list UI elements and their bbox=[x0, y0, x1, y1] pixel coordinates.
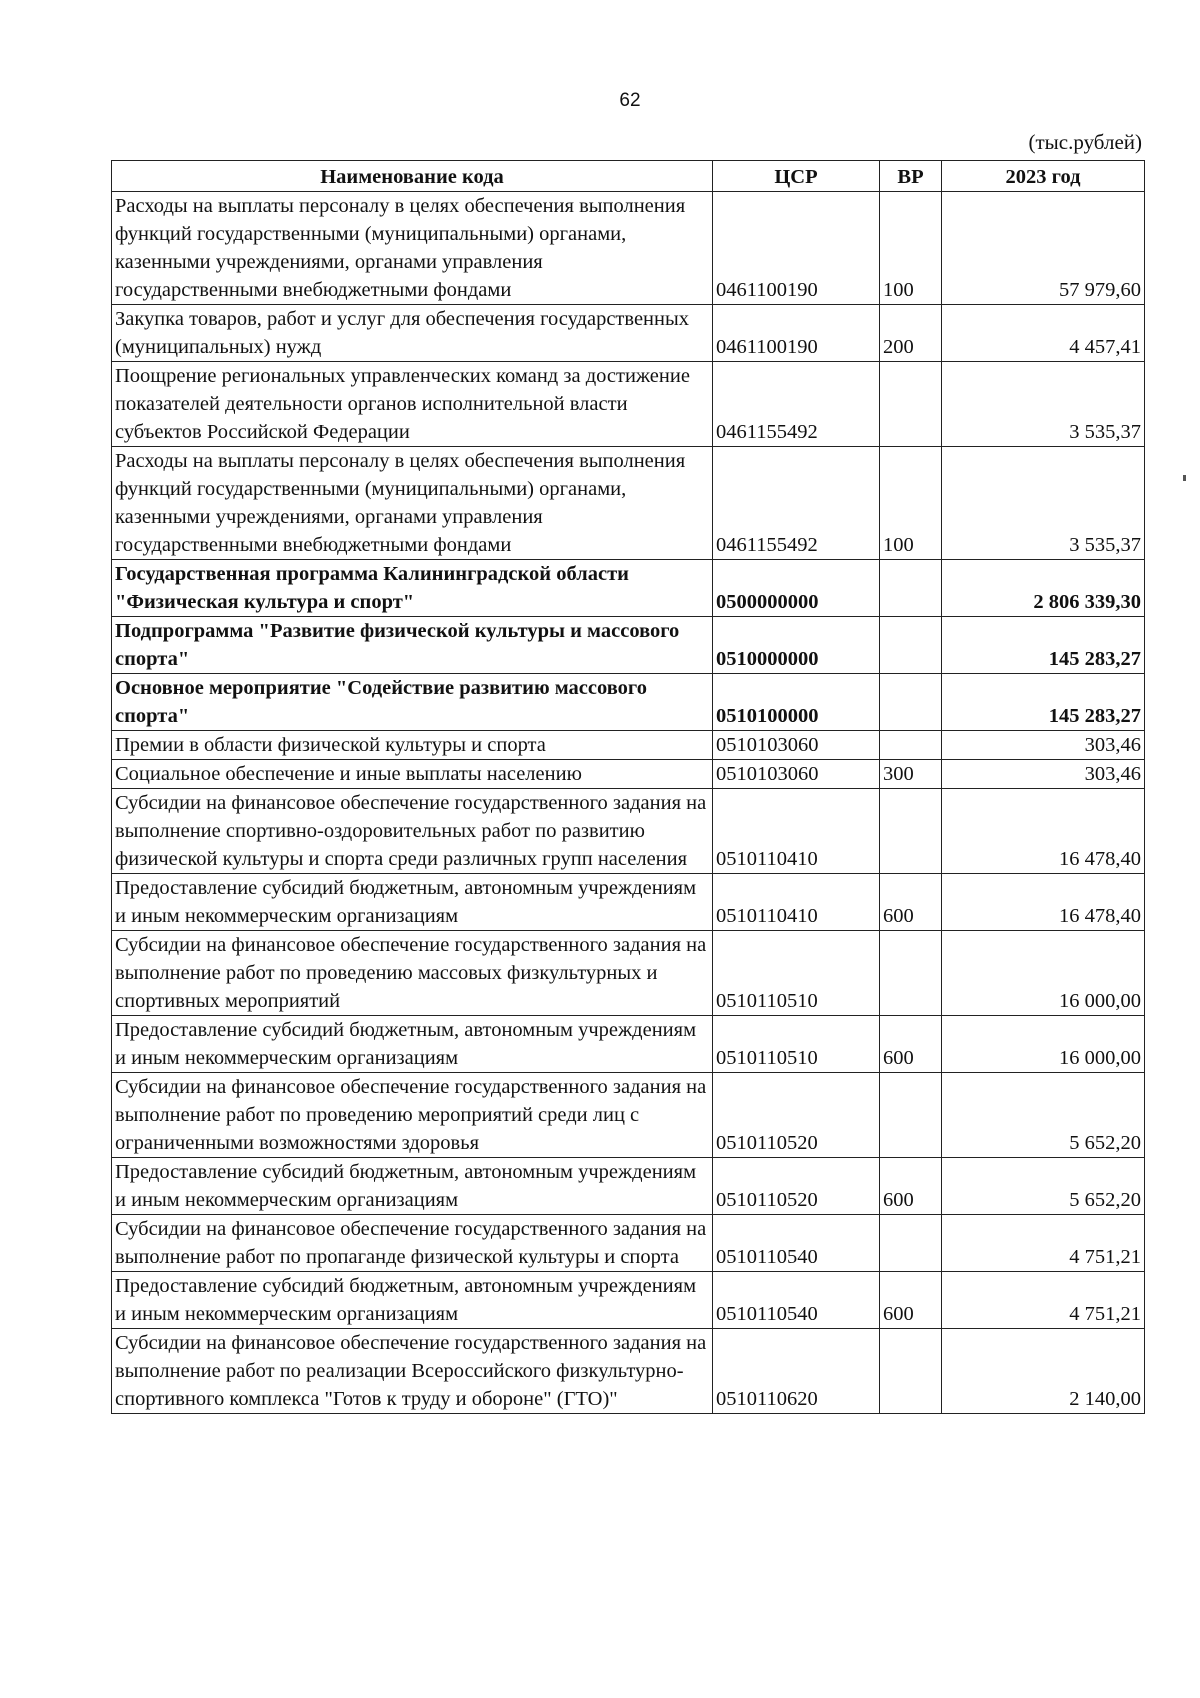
table-row bbox=[112, 362, 1145, 447]
table-row bbox=[112, 789, 1145, 874]
table-row bbox=[112, 760, 1145, 789]
scan-speck bbox=[1183, 475, 1186, 481]
table-row bbox=[112, 674, 1145, 731]
table-row bbox=[112, 447, 1145, 560]
row-csr: 0461100190 bbox=[713, 305, 880, 362]
row-sum: 4 457,41 bbox=[942, 305, 1145, 362]
table-row bbox=[112, 731, 1145, 760]
row-vr bbox=[880, 731, 942, 760]
row-name: Предоставление субсидий бюджетным, автономным учреждениям и иным некоммерческим организациям bbox=[112, 1016, 713, 1073]
row-vr: 600 bbox=[880, 1158, 942, 1215]
table-row bbox=[112, 931, 1145, 1016]
table-row bbox=[112, 1215, 1145, 1272]
row-name: Социальное обеспечение и иные выплаты населению bbox=[112, 760, 713, 789]
row-sum: 4 751,21 bbox=[942, 1215, 1145, 1272]
row-csr: 0500000000 bbox=[713, 560, 880, 617]
row-sum: 5 652,20 bbox=[942, 1158, 1145, 1215]
row-sum: 145 283,27 bbox=[942, 674, 1145, 731]
row-csr: 0510000000 bbox=[713, 617, 880, 674]
row-vr bbox=[880, 1215, 942, 1272]
table-row bbox=[112, 1158, 1145, 1215]
row-csr: 0510110510 bbox=[713, 1016, 880, 1073]
row-name: Субсидии на финансовое обеспечение государственного задания на выполнение работ по пропаганде физической культуры и спорта bbox=[112, 1215, 713, 1272]
row-name: Предоставление субсидий бюджетным, автономным учреждениям и иным некоммерческим организациям bbox=[112, 874, 713, 931]
row-sum: 3 535,37 bbox=[942, 362, 1145, 447]
row-name: Предоставление субсидий бюджетным, автономным учреждениям и иным некоммерческим организациям bbox=[112, 1272, 713, 1329]
row-name: Государственная программа Калининградской области "Физическая культура и спорт" bbox=[112, 560, 713, 617]
row-vr: 600 bbox=[880, 1272, 942, 1329]
row-csr: 0510110410 bbox=[713, 874, 880, 931]
row-vr bbox=[880, 617, 942, 674]
row-name: Субсидии на финансовое обеспечение государственного задания на выполнение работ по проведению мероприятий среди лиц с ограниченными возможностями здоровья bbox=[112, 1073, 713, 1158]
row-name: Субсидии на финансовое обеспечение государственного задания на выполнение спортивно-оздоровительных работ по развитию физической культуры и спорта среди различных групп населения bbox=[112, 789, 713, 874]
table-row bbox=[112, 1329, 1145, 1414]
row-vr bbox=[880, 789, 942, 874]
row-vr: 600 bbox=[880, 1016, 942, 1073]
unit-note: (тыс.рублей) bbox=[1028, 130, 1142, 154]
row-sum: 16 000,00 bbox=[942, 931, 1145, 1016]
row-sum: 2 140,00 bbox=[942, 1329, 1145, 1414]
row-vr bbox=[880, 931, 942, 1016]
table-header-row bbox=[112, 161, 1145, 192]
row-sum: 2 806 339,30 bbox=[942, 560, 1145, 617]
header-csr: ЦСР bbox=[713, 161, 880, 192]
row-name: Основное мероприятие "Содействие развитию массового спорта" bbox=[112, 674, 713, 731]
row-csr: 0510100000 bbox=[713, 674, 880, 731]
row-sum: 16 000,00 bbox=[942, 1016, 1145, 1073]
table-row bbox=[112, 617, 1145, 674]
row-sum: 303,46 bbox=[942, 731, 1145, 760]
header-year: 2023 год bbox=[942, 161, 1145, 192]
row-csr: 0510110520 bbox=[713, 1073, 880, 1158]
row-name: Предоставление субсидий бюджетным, автономным учреждениям и иным некоммерческим организациям bbox=[112, 1158, 713, 1215]
table-row bbox=[112, 305, 1145, 362]
row-csr: 0510110540 bbox=[713, 1272, 880, 1329]
row-sum: 16 478,40 bbox=[942, 789, 1145, 874]
row-csr: 0461100190 bbox=[713, 192, 880, 305]
header-name: Наименование кода bbox=[112, 161, 713, 192]
row-csr: 0510110620 bbox=[713, 1329, 880, 1414]
row-vr: 300 bbox=[880, 760, 942, 789]
header-vr: ВР bbox=[880, 161, 942, 192]
row-sum: 3 535,37 bbox=[942, 447, 1145, 560]
table-row bbox=[112, 192, 1145, 305]
row-vr bbox=[880, 674, 942, 731]
row-name: Подпрограмма "Развитие физической культуры и массового спорта" bbox=[112, 617, 713, 674]
budget-table bbox=[111, 160, 1145, 1414]
row-csr: 0461155492 bbox=[713, 362, 880, 447]
row-name: Расходы на выплаты персоналу в целях обеспечения выполнения функций государственными (муниципальными) органами, казенными учреждениями, органами управления государственными внебюджетными фондами bbox=[112, 447, 713, 560]
row-name: Премии в области физической культуры и спорта bbox=[112, 731, 713, 760]
row-name: Расходы на выплаты персоналу в целях обеспечения выполнения функций государственными (муниципальными) органами, казенными учреждениями, органами управления государственными внебюджетными фондами bbox=[112, 192, 713, 305]
table-row bbox=[112, 1016, 1145, 1073]
row-vr: 600 bbox=[880, 874, 942, 931]
row-vr bbox=[880, 1073, 942, 1158]
row-csr: 0510103060 bbox=[713, 760, 880, 789]
row-sum: 4 751,21 bbox=[942, 1272, 1145, 1329]
row-csr: 0510110510 bbox=[713, 931, 880, 1016]
row-csr: 0510110540 bbox=[713, 1215, 880, 1272]
row-sum: 145 283,27 bbox=[942, 617, 1145, 674]
row-sum: 57 979,60 bbox=[942, 192, 1145, 305]
row-csr: 0510110520 bbox=[713, 1158, 880, 1215]
page-number: 62 bbox=[619, 90, 641, 111]
row-vr: 100 bbox=[880, 447, 942, 560]
row-csr: 0510103060 bbox=[713, 731, 880, 760]
table-row bbox=[112, 874, 1145, 931]
row-sum: 303,46 bbox=[942, 760, 1145, 789]
row-vr: 100 bbox=[880, 192, 942, 305]
table-row bbox=[112, 1272, 1145, 1329]
row-vr bbox=[880, 560, 942, 617]
row-csr: 0510110410 bbox=[713, 789, 880, 874]
row-csr: 0461155492 bbox=[713, 447, 880, 560]
table-row bbox=[112, 1073, 1145, 1158]
row-vr: 200 bbox=[880, 305, 942, 362]
row-name: Закупка товаров, работ и услуг для обеспечения государственных (муниципальных) нужд bbox=[112, 305, 713, 362]
row-name: Поощрение региональных управленческих команд за достижение показателей деятельности органов исполнительной власти субъектов Российской Федерации bbox=[112, 362, 713, 447]
row-sum: 5 652,20 bbox=[942, 1073, 1145, 1158]
row-name: Субсидии на финансовое обеспечение государственного задания на выполнение работ по реализации Всероссийского физкультурно-спортивного комплекса "Готов к труду и обороне" (ГТО)" bbox=[112, 1329, 713, 1414]
table-row bbox=[112, 560, 1145, 617]
row-sum: 16 478,40 bbox=[942, 874, 1145, 931]
row-vr bbox=[880, 1329, 942, 1414]
row-vr bbox=[880, 362, 942, 447]
row-name: Субсидии на финансовое обеспечение государственного задания на выполнение работ по проведению массовых физкультурных и спортивных мероприятий bbox=[112, 931, 713, 1016]
